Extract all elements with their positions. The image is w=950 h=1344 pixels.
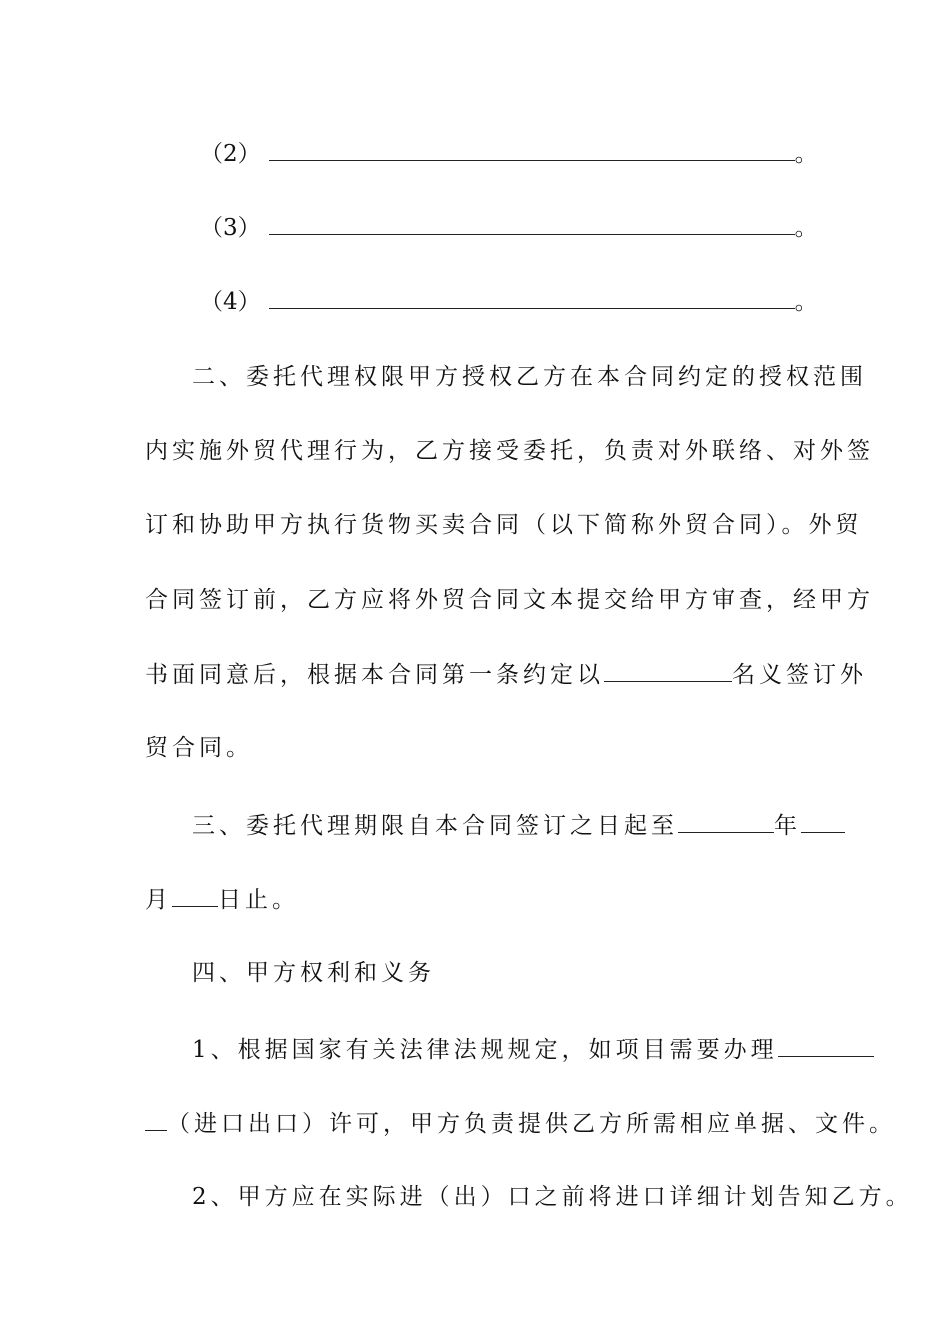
item1-end: （进口出口）许可，甲方负责提供乙方所需相应单据、文件。: [167, 1111, 896, 1137]
item-end: 。: [794, 289, 818, 315]
item-end: 。: [794, 141, 818, 167]
blank-item-4: [200, 286, 818, 317]
item-label: （4）: [200, 289, 261, 315]
section2-line5-start: 书面同意后，根据本合同第一条约定以: [145, 662, 604, 688]
day-end: 日止。: [218, 887, 299, 913]
day-blank: [172, 884, 218, 907]
section2-line3: 订和协助甲方执行货物买卖合同（以下简称外贸合同）。外贸: [145, 512, 863, 538]
section4-item2: 2、甲方应在实际进（出）口之前将进口详细计划告知乙方。: [192, 1184, 913, 1210]
section2-line1: 二、委托代理权限甲方授权乙方在本合同约定的授权范围: [192, 364, 867, 390]
item-label: （3）: [200, 215, 261, 241]
section3-line2: [145, 884, 299, 915]
blank-item-3: [200, 212, 818, 243]
section2-line5-end: 名义签订外: [732, 662, 867, 688]
license-blank: [778, 1034, 874, 1057]
section4-item1-line2: [145, 1108, 896, 1139]
item-label: （2）: [200, 141, 261, 167]
fill-blank: [269, 212, 795, 235]
section4-item1-line1: [192, 1034, 874, 1065]
section3-line1: [192, 810, 845, 841]
item1-start: 1、根据国家有关法律法规规定，如项目需要办理: [192, 1037, 778, 1063]
fill-blank: [269, 286, 795, 309]
section2-line4: 合同签订前，乙方应将外贸合同文本提交给甲方审查，经甲方: [145, 587, 874, 613]
fill-blank: [269, 138, 795, 161]
name-blank: [604, 659, 732, 682]
year-blank: [678, 810, 774, 833]
month-label: 月: [145, 887, 172, 913]
section4-heading: 四、甲方权利和义务: [192, 960, 435, 986]
month-blank: [801, 810, 845, 833]
section2-line2: 内实施外贸代理行为，乙方接受委托，负责对外联络、对外签: [145, 438, 874, 464]
license-blank-cont: [145, 1108, 167, 1131]
year-label: 年: [774, 813, 801, 839]
item-end: 。: [794, 215, 818, 241]
section2-line5: [145, 659, 867, 690]
blank-item-2: [200, 138, 818, 169]
section3-start: 三、委托代理期限自本合同签订之日起至: [192, 813, 678, 839]
section2-line6: 贸合同。: [145, 735, 253, 761]
